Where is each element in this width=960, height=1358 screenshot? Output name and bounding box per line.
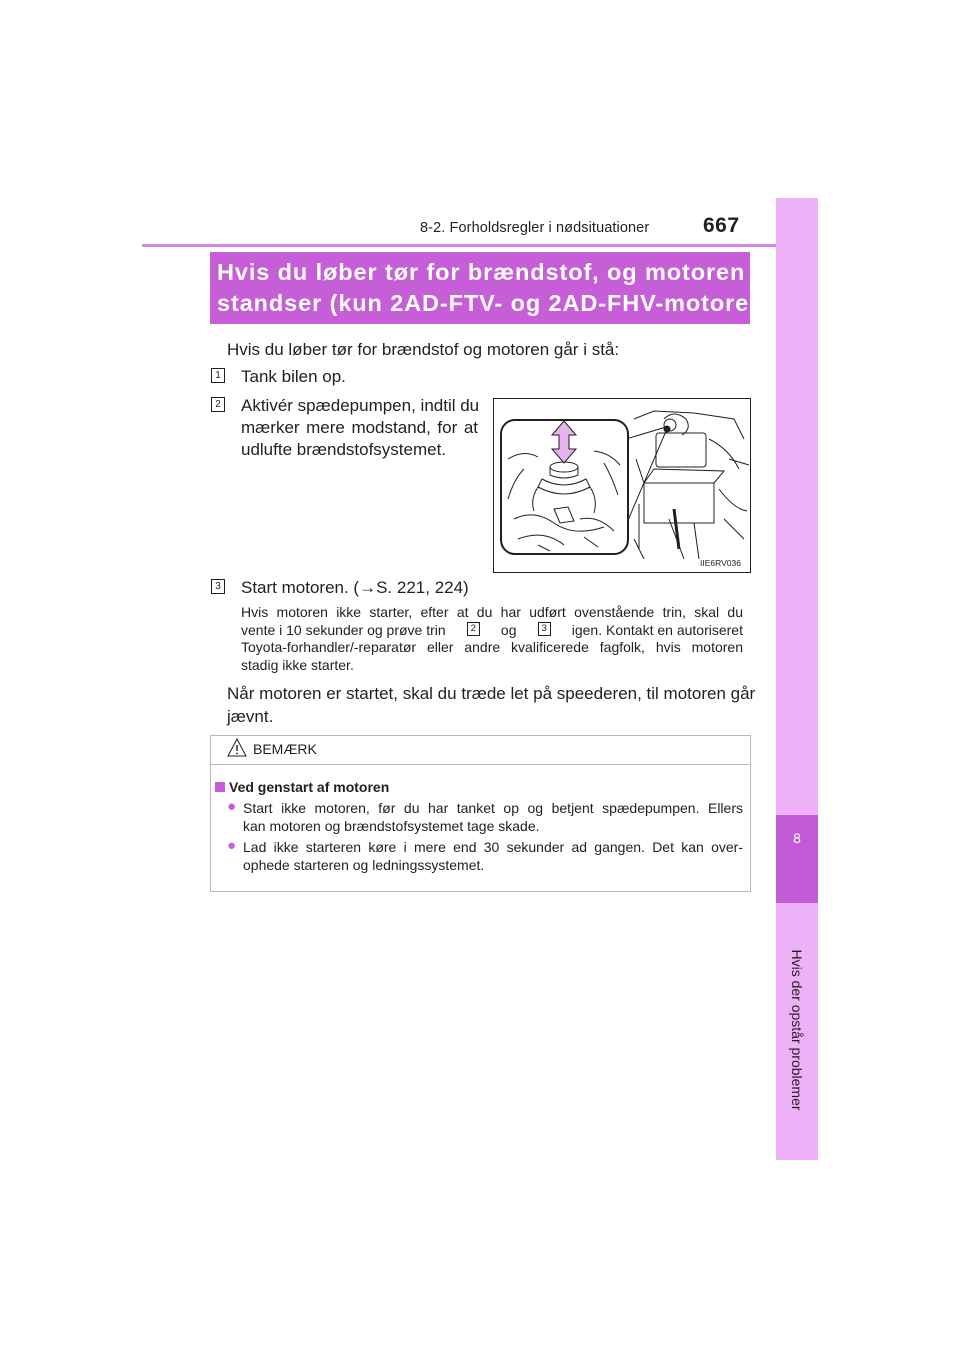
title-line-1: Hvis du løber tør for brændstof, og motoren xyxy=(217,259,746,285)
step-number-box: 1 xyxy=(211,368,225,383)
step-3-note-line-2 xyxy=(241,622,743,640)
chapter-number-box xyxy=(776,815,818,903)
after-start-line-1: Når motoren er startet, skal du træde let på speederen, til motoren går xyxy=(227,684,756,703)
header-rule xyxy=(142,244,818,247)
step-ref-box: 3 xyxy=(538,622,551,636)
step-3-note xyxy=(241,604,743,674)
notice-bullet-1-line-2: kan motoren og brændstofsystemet tage skade. xyxy=(243,817,540,834)
chapter-title: Hvis der opstår problemer xyxy=(789,949,805,1111)
notice-divider xyxy=(210,764,751,765)
notice-bullet-2-line-1: Lad ikke starteren køre i mere end 30 sekunder ad gangen. Det kan over- xyxy=(243,839,743,855)
step-2-text-line-1: Aktivér spædepumpen, indtil du xyxy=(241,396,480,415)
step-3-note-text-c: igen. Kontakt en autoriseret xyxy=(571,621,743,638)
title-line-2: standser (kun 2AD-FTV- og 2AD-FHV-motorer) xyxy=(217,290,768,316)
bullet-dot-icon: ● xyxy=(227,837,237,854)
notice-heading xyxy=(215,779,389,795)
step-3-note-line-1: Hvis motoren ikke starter, efter at du har udført ovenstående trin, skal du xyxy=(241,604,743,620)
notice-bullet-2-line-2: ophede starteren og ledningssystemet. xyxy=(243,856,485,873)
notice-bullet-2 xyxy=(243,839,743,874)
step-3-note-line-4: stadig ikke starter. xyxy=(241,656,354,673)
step-2-text-line-2: mærker mere modstand, for at xyxy=(241,418,478,437)
square-bullet-icon xyxy=(215,782,225,792)
step-number-box: 3 xyxy=(211,579,225,594)
step-3-note-text-b: og xyxy=(500,621,517,638)
step-ref-box: 2 xyxy=(467,622,480,636)
notice-heading-text: Ved genstart af motoren xyxy=(229,779,390,795)
step-2-text-line-3: udlufte brændstofsystemet. xyxy=(241,440,447,459)
step-3-note-text-a: vente i 10 sekunder og prøve trin xyxy=(241,621,446,638)
page-number: 667 xyxy=(703,214,740,237)
figure-code: IIE6RV036 xyxy=(700,558,741,568)
engine-bay-drawing xyxy=(494,399,750,572)
notice-title: BEMÆRK xyxy=(253,741,317,757)
after-start-line-2: jævnt. xyxy=(227,707,274,726)
section-title: 8-2. Forholdsregler i nødsituationer xyxy=(420,220,650,236)
step-1-text: Tank bilen op. xyxy=(241,367,346,386)
priming-pump-illustration xyxy=(493,398,751,573)
warning-triangle-icon xyxy=(226,737,248,764)
intro-text: Hvis du løber tør for brændstof og motoren går i stå: xyxy=(227,340,620,359)
step-number-box: 2 xyxy=(211,397,225,412)
chapter-number: 8 xyxy=(793,830,801,846)
step-3-text: Start motoren. (→S. 221, 224) xyxy=(241,578,469,597)
bullet-dot-icon: ● xyxy=(227,798,237,815)
notice-bullet-1-line-1: Start ikke motoren, før du har tanket op og betjent spædepumpen. Ellers xyxy=(243,800,743,816)
notice-bullet-1 xyxy=(243,800,743,835)
step-3-note-line-3: Toyota-forhandler/-reparatør eller andre kvalificerede fagfolk, hvis motoren xyxy=(241,639,743,655)
